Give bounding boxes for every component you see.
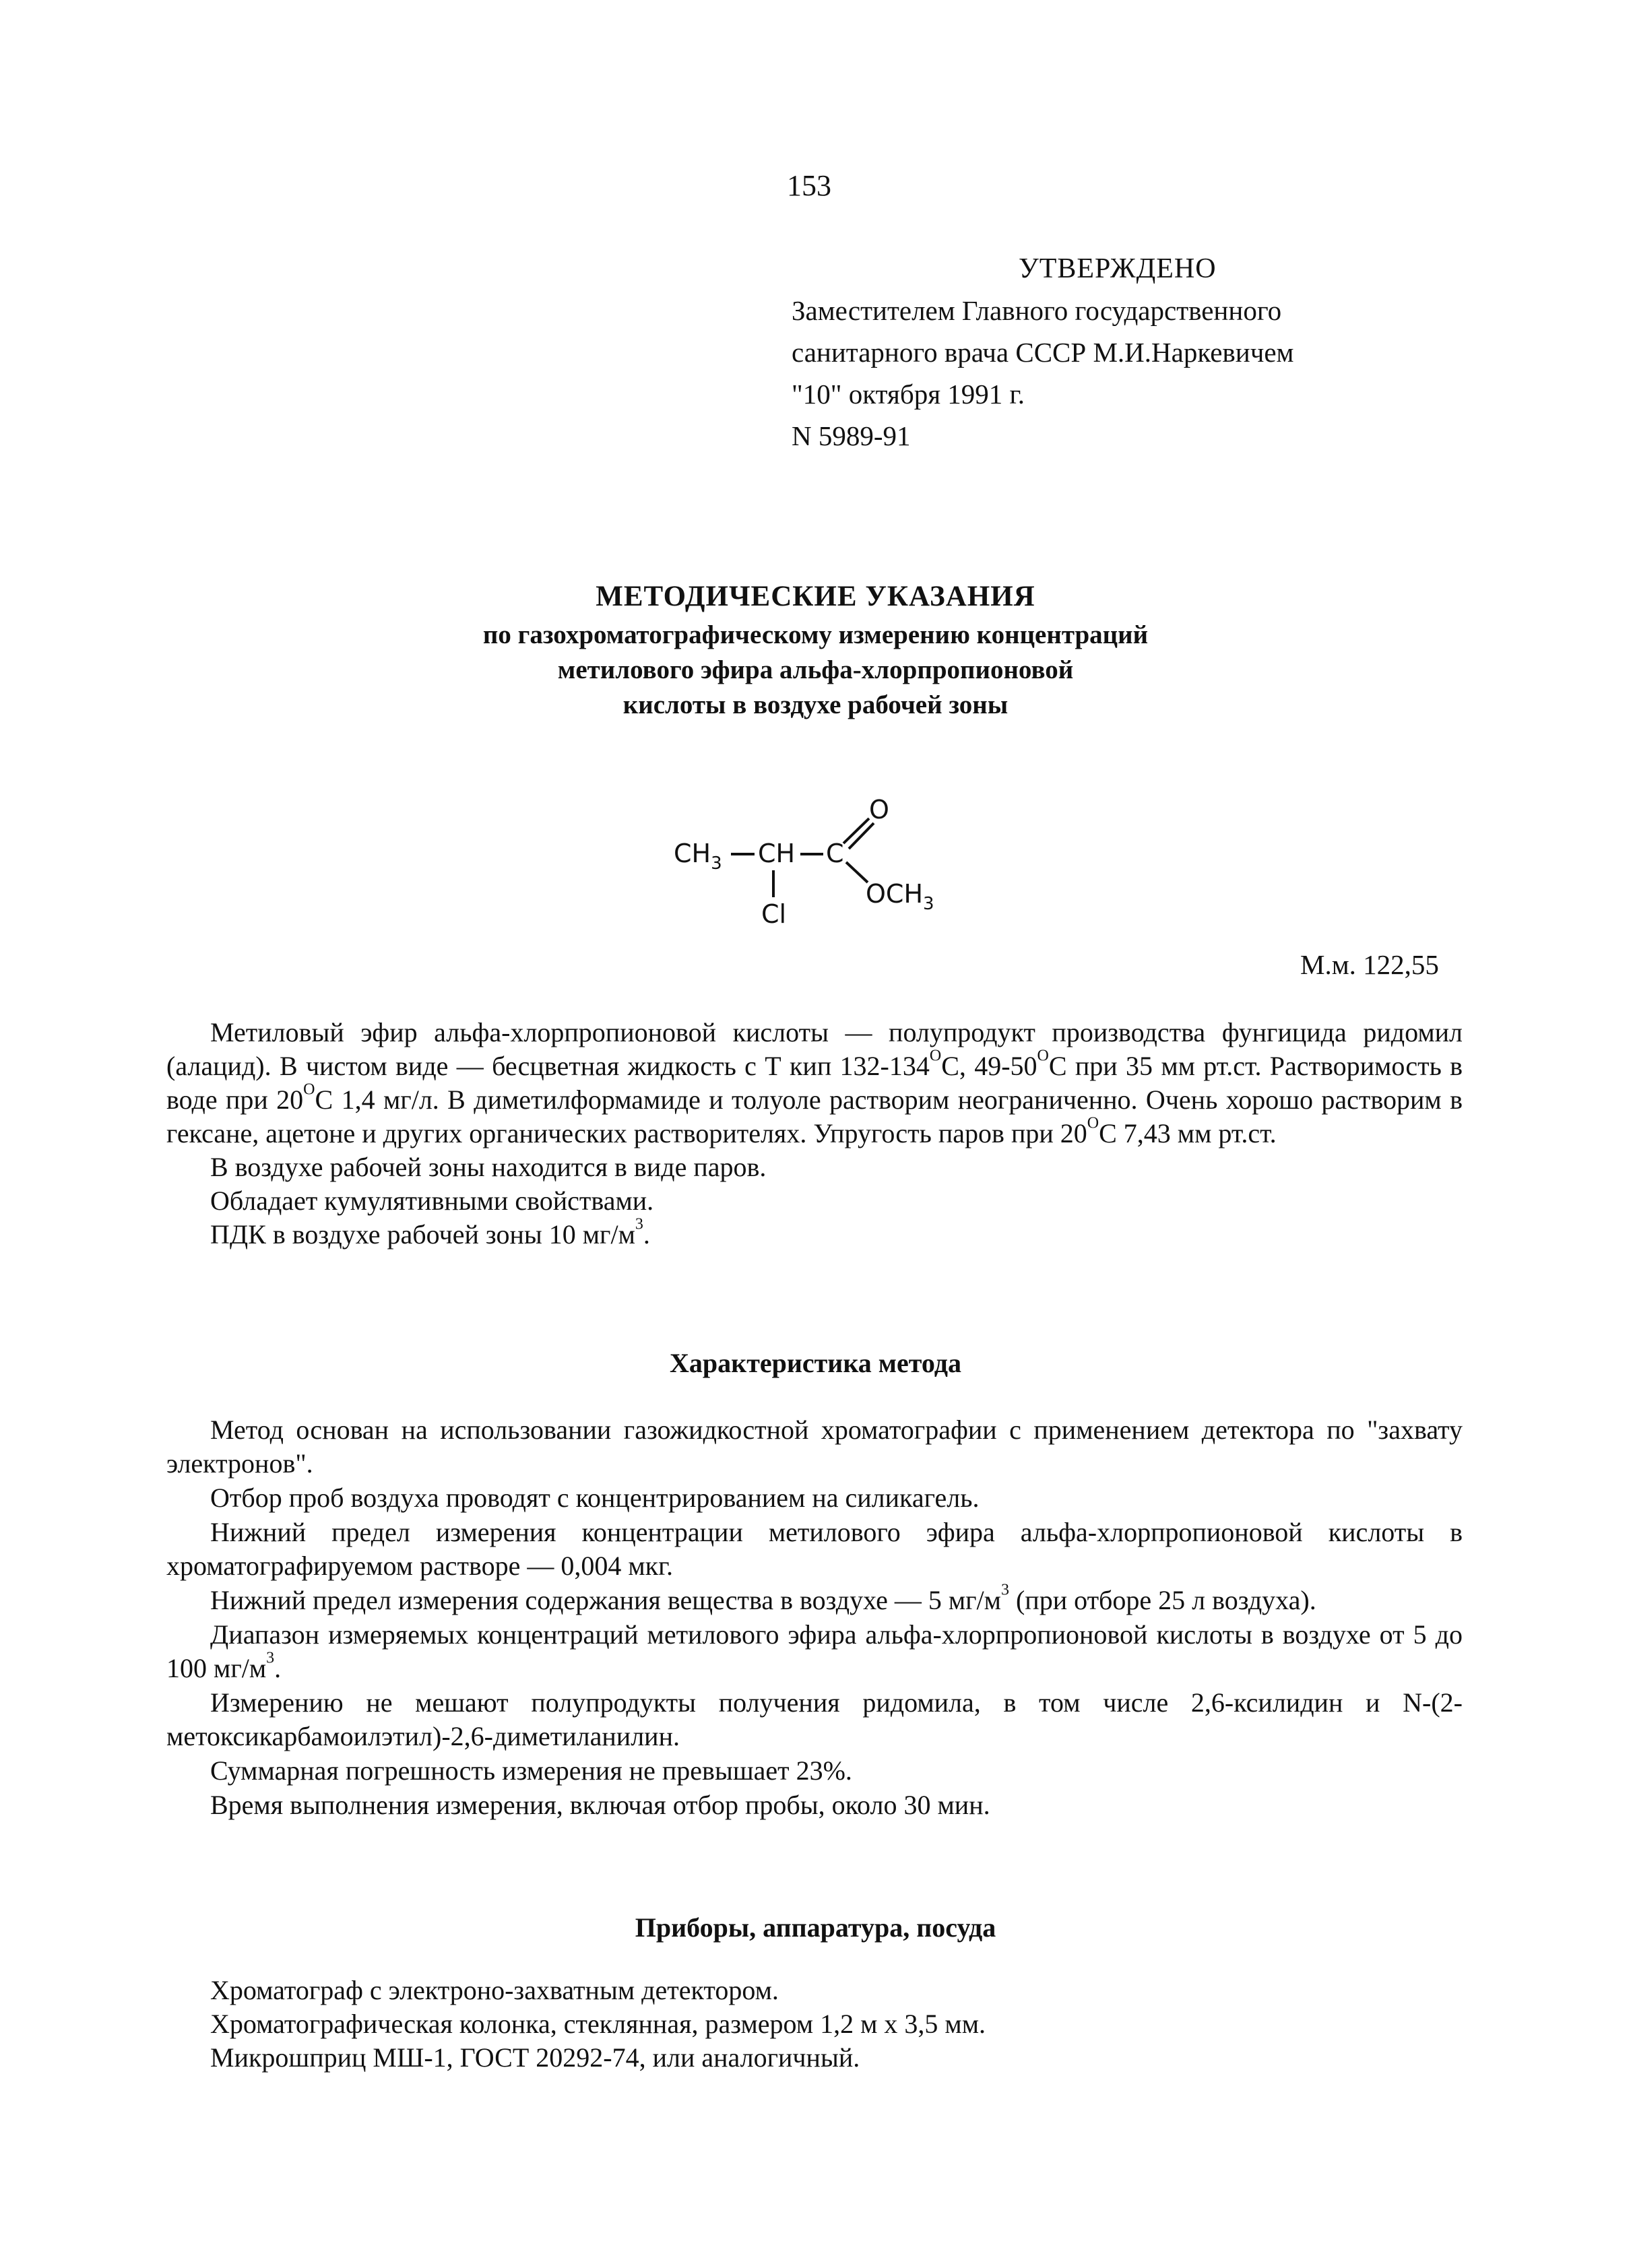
method-section [166, 1413, 1463, 1823]
page-number: 153 [787, 169, 831, 202]
document-title [0, 576, 1631, 723]
intro-section [166, 1016, 1463, 1252]
intro-paragraph: Метиловый эфир альфа-хлорпропионовой кислоты — полупродукт производства фунгицида ридомил (алацид). В чистом виде — бесцветная жидкость с Т кип $132-134^ОС$, $49-50^ОС$ при 35 мм рт.ст. Растворимость в воде при $20^ОС$ 1,4 мг/л. В диметилформамиде и толуоле растворим неограниченно. Очень хорошо растворим в гексане, ацетоне и других органических растворителях. Упругость паров при $20^ОС$ 7,43 мм рт.ст. [166, 1017, 1463, 1148]
method-paragraph: Нижний предел измерения содержания вещества в воздухе — 5 $мг/м^3$ (при отборе 25 л воздуха). [210, 1581, 1316, 1615]
formula-och3: $OCH_3$ [866, 879, 934, 914]
method-paragraph: Измерению не мешают полупродукты получения ридомила, в том числе 2,6-ксилидин и N-(2-метоксикарбамоилэтил)-2,6-диметиланилин. [166, 1687, 1463, 1751]
approval-line: санитарного врача СССР М.И.Наркевичем [792, 337, 1294, 368]
mac-value: ПДК в воздухе рабочей зоны 10 $мг/м^3$. [210, 1215, 650, 1250]
intro-line: Обладает кумулятивными свойствами. [210, 1186, 654, 1216]
structural-formula [667, 781, 977, 936]
method-paragraph: Нижний предел измерения концентрации метилового эфира альфа-хлорпропионовой кислоты в хроматографируемом растворе — 0,004 мкг. [166, 1517, 1463, 1581]
equipment-item: Хроматограф с электроно-захватным детектором. [210, 1975, 779, 2005]
equipment-section [166, 1974, 1463, 2075]
formula-cl: Cl [761, 899, 787, 929]
method-paragraph: Диапазон измеряемых концентраций метилового эфира альфа-хлорпропионовой кислоты в воздухе от 5 до 100 $мг/м^3$. [166, 1619, 1463, 1683]
approval-date: "10" октября 1991 г. [792, 379, 1025, 410]
section-heading: Характеристика метода [670, 1348, 961, 1378]
document-subtitle-line: по газохроматографическому измерению концентраций [482, 620, 1149, 649]
formula-c: C [826, 839, 844, 868]
equipment-item: Хроматографическая колонка, стеклянная, размером 1,2 м х 3,5 мм. [210, 2009, 986, 2039]
molecular-mass: М.м. 122,55 [1300, 949, 1439, 980]
document-subtitle-line: кислоты в воздухе рабочей зоны [622, 690, 1009, 719]
approval-block [792, 248, 1294, 457]
method-paragraph: Время выполнения измерения, включая отбор пробы, около 30 мин. [210, 1790, 990, 1820]
method-paragraph: Суммарная погрешность измерения не превышает 23%. [210, 1755, 852, 1786]
approval-number: N 5989-91 [792, 420, 911, 451]
method-paragraph: Метод основан на использовании газожидкостной хроматографии с применением детектора по "захвату электронов". [166, 1415, 1463, 1479]
section-heading: Приборы, аппаратура, посуда [635, 1912, 996, 1943]
formula-o: O [869, 795, 889, 824]
document-subtitle-line: метилового эфира альфа-хлорпропионовой [557, 655, 1074, 684]
formula-ch: CH [758, 839, 796, 868]
intro-line: В воздухе рабочей зоны находится в виде паров. [210, 1152, 767, 1182]
equipment-item: Микрошприц МШ-1, ГОСТ 20292-74, или аналогичный. [210, 2042, 860, 2073]
method-paragraph: Отбор проб воздуха проводят с концентрированием на силикагель. [210, 1483, 980, 1513]
approval-line: Заместителем Главного государственного [792, 295, 1282, 326]
bond [846, 862, 868, 882]
formula-ch3: $CH_3$ [674, 839, 722, 874]
document-title-main: МЕТОДИЧЕСКИЕ УКАЗАНИЯ [596, 581, 1035, 612]
approval-title: УТВЕРЖДЕНО [1019, 253, 1217, 284]
